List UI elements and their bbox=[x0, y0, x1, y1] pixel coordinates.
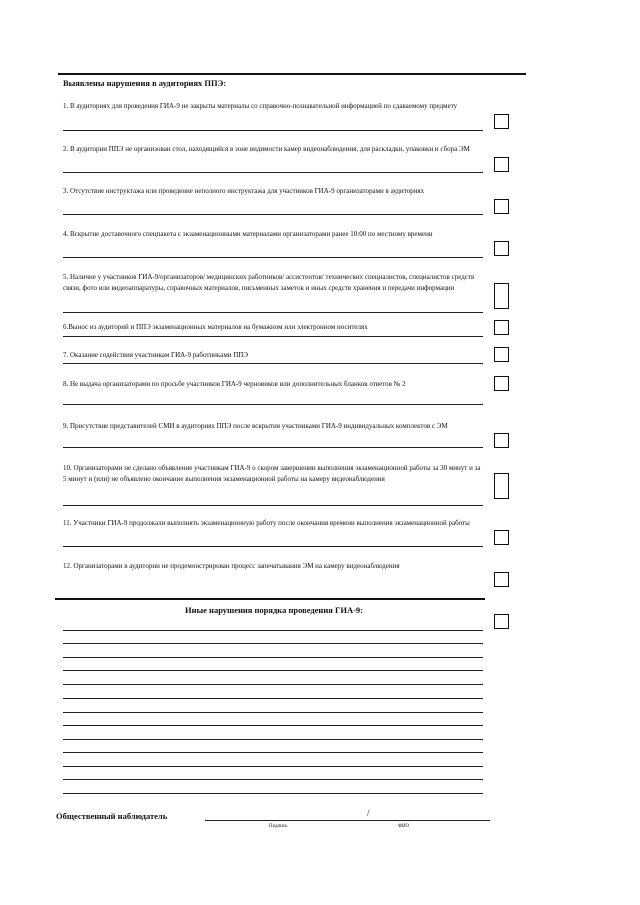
signature-caption: Подпись bbox=[269, 824, 288, 829]
checkbox-item-2[interactable] bbox=[494, 157, 509, 172]
item-underline bbox=[63, 404, 483, 405]
checkbox-item-4[interactable] bbox=[494, 241, 509, 256]
item-underline bbox=[63, 172, 483, 173]
blank-line[interactable] bbox=[63, 630, 483, 631]
observer-label: Общественный наблюдатель bbox=[56, 811, 168, 821]
checkbox-item-6[interactable] bbox=[494, 320, 509, 335]
checkbox-item-12[interactable] bbox=[494, 572, 509, 587]
violation-item-11: 11. Участники ГИА-9 продолжали выполнять экзаменационную работу после окончания времени выполнения экзаменационной работы bbox=[63, 519, 470, 527]
section-title: Выявлены нарушения в аудиториях ППЭ: bbox=[63, 78, 227, 88]
checkbox-item-11[interactable] bbox=[494, 530, 509, 545]
violation-item-8: 8. Не выдача организаторами по просьбе участников ГИА-9 черновиков или дополнительных бланков ответов № 2 bbox=[63, 380, 406, 388]
blank-line[interactable] bbox=[63, 793, 483, 794]
blank-line[interactable] bbox=[63, 779, 483, 780]
violation-item-4: 4. Вскрытие доставочного спецпакета с экзаменационными материалами организаторами ранее 10:00 по местному времени bbox=[63, 230, 433, 238]
blank-line[interactable] bbox=[63, 657, 483, 658]
item-underline bbox=[63, 312, 483, 313]
checkbox-other[interactable] bbox=[494, 614, 509, 629]
blank-line[interactable] bbox=[63, 739, 483, 740]
top-rule bbox=[58, 73, 526, 75]
checkbox-item-1[interactable] bbox=[494, 114, 509, 129]
checkbox-item-8[interactable] bbox=[494, 376, 509, 391]
item-underline bbox=[63, 447, 483, 448]
violation-item-2: 2. В аудитории ППЭ не организован стол, находящийся в зоне видимости камер видеонаблюдения, для раскладки, упаковки и сбора ЭМ bbox=[63, 145, 470, 153]
item-underline bbox=[63, 257, 483, 258]
signature-line[interactable] bbox=[205, 820, 490, 821]
blank-line[interactable] bbox=[63, 698, 483, 699]
blank-line[interactable] bbox=[63, 752, 483, 753]
blank-line[interactable] bbox=[63, 725, 483, 726]
signature-separator: / bbox=[367, 808, 370, 818]
checkbox-item-9[interactable] bbox=[494, 433, 509, 448]
item-underline bbox=[63, 505, 483, 506]
violation-item-10: 10. Организаторами не сделано объявление участникам ГИА-9 о скором завершении выполнения экзаменационной работы за 30 минут и за 5 минут и (или) не объявлено окончание выполнения экзаменационной работы на камеру видеонаблюдения bbox=[63, 464, 481, 483]
violation-item-5: 5. Наличие у участников ГИА-9/организаторов/ медицинских работников/ ассистентов/ технических специалистов, специалистов средств связи, фото или видеоаппаратуры, справочных материалов, письменных заметок и иных средств хранения и передачи информации bbox=[63, 273, 475, 292]
blank-line[interactable] bbox=[63, 684, 483, 685]
item-underline bbox=[63, 363, 483, 364]
violation-item-1: 1. В аудиториях для проведения ГИА-9 не закрыты материалы со справочно-познавательной информацией по сдаваемому предмету bbox=[63, 102, 458, 110]
violation-item-3: 3. Отсутствие инструктажа или проведение неполного инструктажа для участников ГИА-9 организаторами в аудиториях bbox=[63, 187, 425, 195]
violation-item-7: 7. Оказание содействия участникам ГИА-9 работниками ППЭ bbox=[63, 351, 248, 359]
blank-line[interactable] bbox=[63, 643, 483, 644]
checkbox-item-5[interactable] bbox=[494, 283, 509, 309]
item-underline bbox=[63, 130, 483, 131]
checkbox-item-3[interactable] bbox=[494, 199, 509, 214]
violation-item-6: 6.Вынос из аудиторий и ППЭ экзаменационных материалов на бумажном или электронном носителях bbox=[63, 323, 368, 331]
blank-line[interactable] bbox=[63, 670, 483, 671]
violation-item-12: 12. Организаторами в аудитории не продемонстрирован процесс запечатывания ЭМ на камеру видеонаблюдения bbox=[63, 562, 400, 570]
name-caption: ФИО bbox=[398, 824, 410, 829]
item-underline bbox=[63, 546, 483, 547]
checkbox-item-7[interactable] bbox=[494, 347, 509, 362]
blank-line[interactable] bbox=[63, 712, 483, 713]
checkbox-item-10[interactable] bbox=[494, 473, 509, 499]
section-divider bbox=[55, 598, 485, 600]
blank-line[interactable] bbox=[63, 766, 483, 767]
violation-item-9: 9. Присутствие представителей СМИ в аудиториях ППЭ после вскрытия участниками ГИА-9 индивидуальных комплектов с ЭМ bbox=[63, 422, 448, 430]
item-underline bbox=[63, 336, 483, 337]
other-violations-title: Иные нарушения порядка проведения ГИА-9: bbox=[185, 605, 364, 615]
item-underline bbox=[63, 214, 483, 215]
